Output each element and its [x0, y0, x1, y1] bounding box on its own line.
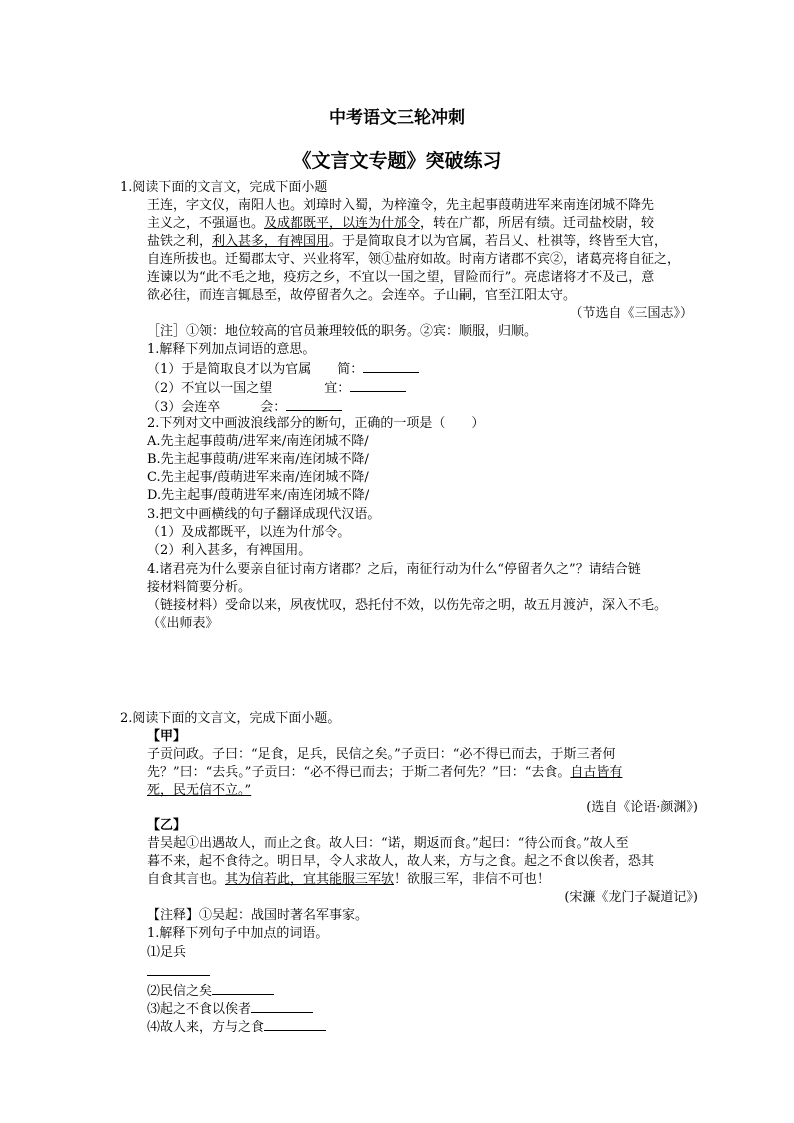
q2-item-1-answer — [147, 963, 210, 981]
q1-sub3-item-1: （1）及成都既平，以连为什邡令。 — [147, 525, 351, 540]
q1-sub1-item-2 — [147, 379, 406, 397]
item-text: （1）于是简取良才以为官属 — [147, 362, 312, 377]
item-text: ⑶起之不食以俟者 — [147, 1002, 252, 1017]
q1-intro: 1.阅读下面的文言文，完成下面小题 — [120, 180, 328, 195]
item-text: （3）会连卒 — [147, 400, 221, 415]
q1-passage-line: 欲必往，而连言辄恳至，故停留者久之。会连卒。子山嗣，官至江阳太守。 — [147, 288, 577, 303]
item-text: ⑷故人来，方与之食 — [147, 1020, 265, 1035]
q2-jia-label: 【甲】 — [147, 729, 187, 744]
answer-blank[interactable] — [251, 1000, 313, 1013]
q1-passage-line: 自连所拔也。迁蜀郡太守、兴业将军，领①盐府如故。时南方诸郡不宾②，诸葛亮将自征之， — [147, 252, 681, 267]
q1-sub1-item-3 — [147, 398, 342, 416]
answer-blank[interactable] — [264, 1018, 326, 1031]
item-text: （2）不宜以一国之望 — [147, 381, 273, 396]
q1-passage-text: 盐铁之利， — [147, 234, 213, 249]
jia-text: 先？”曰：“去兵。”子贡曰：“必不得已而去；于斯二者何先？”曰：“去食。 — [147, 765, 571, 780]
q1-note: ［注］①领：地位较高的官员兼理较低的职务。②宾：顺服，归顺。 — [147, 324, 538, 339]
item-label: 简： — [337, 362, 364, 377]
item-label: 会： — [260, 400, 287, 415]
answer-blank[interactable] — [363, 360, 419, 373]
q1-sub2: 2.下列对文中画波浪线部分的断句，正确的一项是（ ） — [147, 416, 485, 431]
q1-link-source: （《出师表》 — [147, 616, 219, 631]
option-c: C.先主起事/葭萌进军来南/连闭城不降/ — [147, 470, 369, 485]
q2-item-4 — [147, 1018, 326, 1036]
item-text: ⑵民信之矣 — [147, 984, 213, 999]
answer-blank[interactable] — [286, 398, 342, 411]
q1-sub3: 3.把文中画横线的句子翻译成现代汉语。 — [147, 507, 381, 522]
q2-jia-line: 子贡问政。子曰：“足食，足兵，民信之矣。”子贡曰：“必不得已而去，于斯三者何 — [147, 747, 616, 762]
q2-yi-line: 昔吴起①出遇故人，而止之食。故人曰：“诺，期返而食。”起曰：“待公而食。”故人至 — [147, 836, 629, 851]
q1-passage-line — [147, 216, 654, 232]
q1-underlined-sentence-1: 及成都既平，以连为什邡令 — [264, 216, 421, 231]
yi-text: 自食其言也。 — [147, 872, 226, 887]
q2-jia-line — [147, 783, 251, 799]
q2-jia-source: (选自《论语·颜渊》) — [586, 800, 698, 815]
q1-sub4-line: 接材料简要分析。 — [147, 580, 252, 595]
q2-note: 【注释】①吴起：战国时著名军事家。 — [147, 908, 369, 923]
q1-underlined-sentence-2: 利入甚多，有裨国用 — [212, 234, 330, 249]
q2-jia-line — [147, 765, 622, 781]
q1-passage-text: ，转在广都，所居有绩。迁司盐校尉，较 — [420, 216, 655, 231]
answer-blank[interactable] — [147, 963, 210, 976]
q1-passage-text: 。于是简取良才以为官属，若吕乂、杜祺等，终皆至大官， — [329, 234, 668, 249]
item-label: 宜： — [324, 381, 351, 396]
q1-sub3-item-2: （2）利入甚多，有裨国用。 — [147, 543, 312, 558]
option-b: B.先主起事葭萌/进军来南/连闭城不降/ — [147, 452, 369, 467]
yi-text: ！欲服三军，非信不可也！ — [394, 872, 551, 887]
q2-intro: 2.阅读下面的文言文，完成下面小题。 — [120, 711, 341, 726]
q1-passage-text: 主义之，不强逼也。 — [147, 216, 265, 231]
answer-blank[interactable] — [212, 982, 274, 995]
q1-sub1: 1.解释下列加点词语的意思。 — [147, 342, 316, 357]
jia-underlined: 自古皆有 — [570, 765, 623, 780]
q1-link-material: （链接材料）受命以来，夙夜忧叹，恐托付不效，以伤先帝之明，故五月渡泸，深入不毛。 — [147, 598, 668, 613]
q1-sub1-item-1 — [147, 360, 419, 378]
q2-yi-source: (宋濂《龙门子凝道记》) — [564, 890, 698, 905]
q1-source: （节选自《三国志》） — [569, 306, 693, 321]
q1-passage-line: 王连，字文仪，南阳人也。刘璋时入蜀，为梓潼令，先主起事葭萌进军来南连闭城不降先 — [147, 198, 655, 213]
q1-sub4-line: 4.诸君亮为什么要亲自征讨南方诸郡？之后，南征行动为什么“停留者久之”？请结合链 — [147, 562, 641, 577]
q2-sub1: 1.解释下列句子中加点的词语。 — [147, 926, 329, 941]
option-a: A.先主起事葭萌/进军来/南连闭城不降/ — [147, 434, 369, 449]
q2-yi-line — [147, 872, 550, 888]
option-d: D.先主起事/葭萌进军来/南连闭城不降/ — [147, 488, 370, 503]
q2-item-2 — [147, 982, 274, 1000]
q1-passage-line — [147, 234, 667, 250]
answer-blank[interactable] — [350, 379, 406, 392]
jia-underlined: 死，民无信不立。” — [147, 783, 252, 798]
q2-yi-line: 暮不来，起不食待之。明日早，令人求故人，故人来，方与之食。起之不食以俟者，恐其 — [147, 854, 655, 869]
q2-yi-label: 【乙】 — [147, 818, 187, 833]
q1-passage-line: 连谏以为“此不毛之地，疫疠之乡，不宜以一国之望，冒险而行”。亮虑诸将才不及己，意 — [147, 270, 655, 285]
q2-item-1: ⑴足兵 — [147, 945, 187, 960]
q2-item-3 — [147, 1000, 313, 1018]
page-title: 中考语文三轮冲刺 — [329, 108, 465, 128]
page-subtitle: 《文言文专题》突破练习 — [292, 150, 502, 172]
yi-underlined: 其为信若此，宜其能服三军欤 — [225, 872, 395, 887]
